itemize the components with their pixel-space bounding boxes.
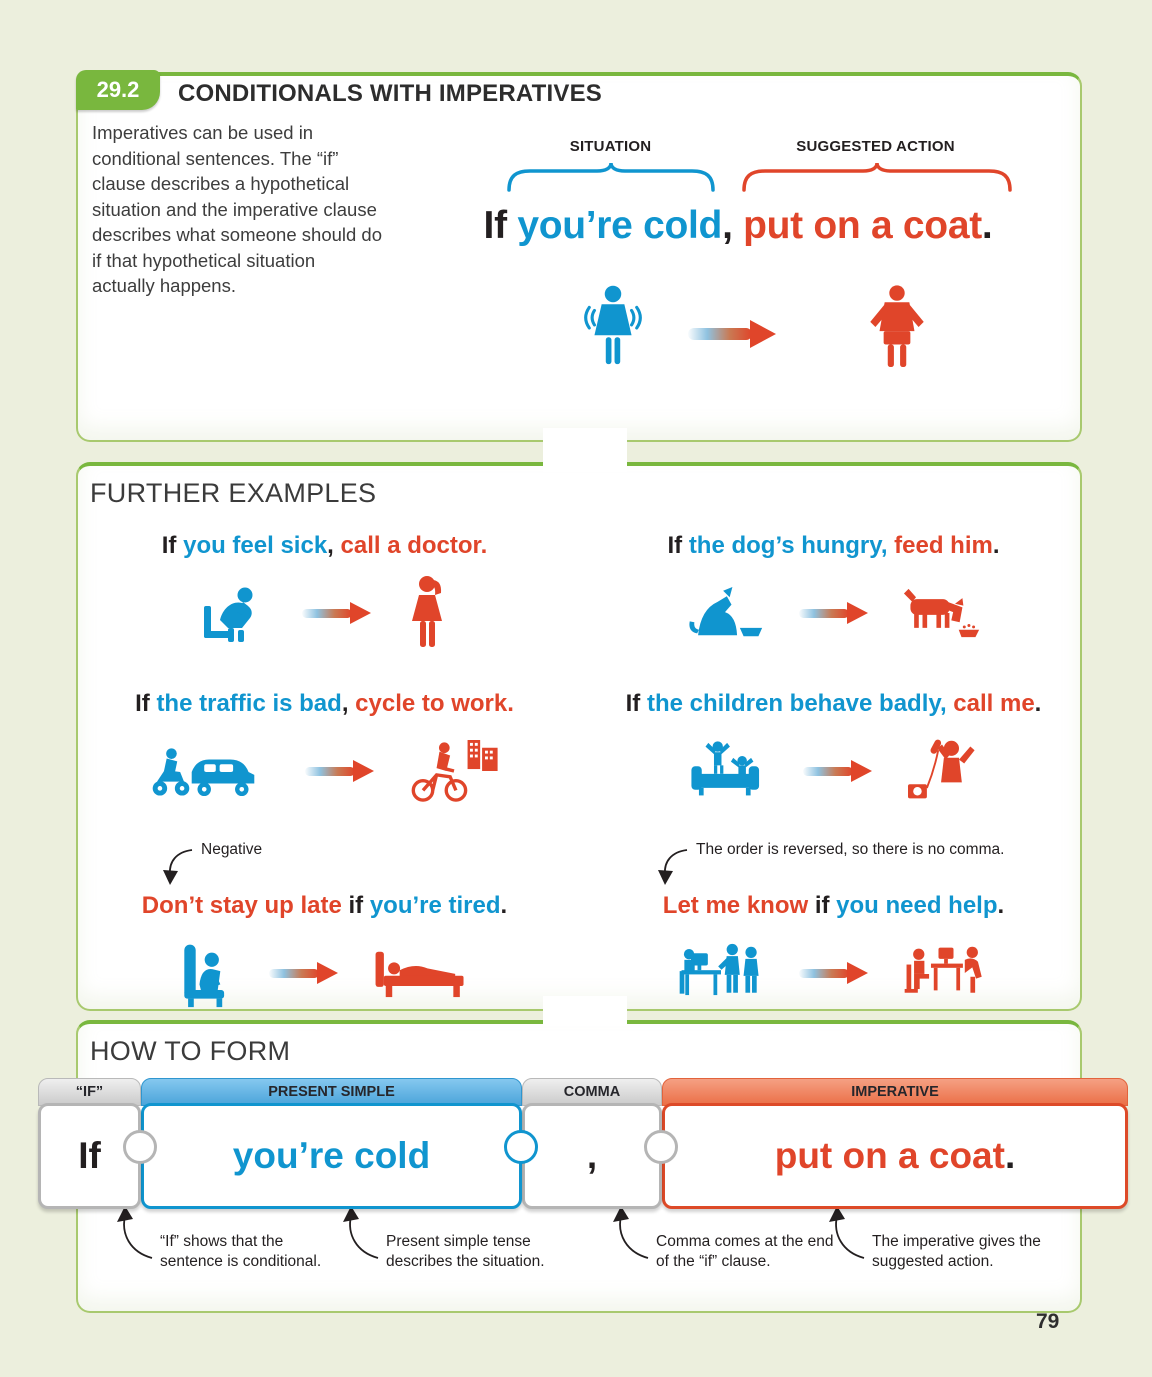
further-examples-heading: FURTHER EXAMPLES	[90, 478, 377, 508]
gradient-arrow-icon	[305, 760, 374, 782]
lesson-intro-text: Imperatives can be used in conditional sentences. The “if” clause describes a hypothetical situation and the imperative clause describes what someone should do if that hypothetical situation actually happens.	[92, 122, 383, 297]
example-item	[88, 524, 561, 662]
example-item	[88, 682, 561, 820]
piece-text: ,	[522, 1103, 662, 1209]
cold-person-icon	[580, 276, 646, 380]
example-sentence: Don’t stay up late if you’re tired.	[141, 892, 508, 919]
piece-label: “IF”	[38, 1078, 141, 1106]
curved-arrow-up-icon	[340, 1206, 380, 1262]
office-help-icon	[675, 942, 767, 1004]
office-working-icon	[900, 942, 992, 1004]
example-item	[597, 524, 1070, 662]
example-item	[597, 682, 1070, 820]
reversed-order-annotation: The order is reversed, so there is no comma.	[655, 840, 1004, 886]
action-brace-icon	[741, 162, 1013, 192]
gradient-arrow-icon	[803, 760, 872, 782]
dog-eating-icon	[900, 587, 984, 639]
gradient-arrow-icon	[799, 962, 868, 984]
piece-label: COMMA	[522, 1078, 662, 1106]
tired-person-icon	[179, 937, 237, 1009]
situation-brace-icon	[506, 162, 716, 192]
curved-arrow-up-icon	[114, 1206, 154, 1262]
situation-label: SITUATION	[569, 138, 652, 155]
puzzle-piece-comma	[522, 1078, 662, 1209]
coat-person-icon	[860, 274, 934, 382]
puzzle-piece-if	[38, 1078, 141, 1209]
example-sentence: Let me know if you need help.	[662, 892, 1005, 919]
cyclist-icon	[406, 740, 502, 802]
example-sentence: If you feel sick, call a doctor.	[161, 532, 488, 559]
lesson-number-badge: 29.2	[76, 70, 160, 110]
piece-text: If	[38, 1103, 141, 1209]
main-example	[408, 138, 1068, 438]
note-item: “If” shows that the sentence is conditional.	[114, 1214, 344, 1273]
note-item: The imperative gives the suggested action.	[826, 1214, 1066, 1273]
piece-text: you’re cold	[141, 1103, 522, 1209]
gradient-arrow-icon	[799, 602, 868, 624]
doctor-icon	[403, 574, 451, 652]
puzzle-piece-present-simple	[141, 1078, 522, 1209]
page-number: 79	[1036, 1310, 1060, 1333]
sick-person-icon	[198, 582, 270, 644]
piece-text: put on a coat .	[662, 1103, 1128, 1209]
traffic-icon	[147, 745, 273, 797]
how-to-form-heading: HOW TO FORM	[90, 1036, 291, 1066]
panel-connector	[543, 428, 627, 472]
gradient-arrow-icon	[269, 962, 338, 984]
examples-grid	[88, 524, 1070, 1022]
puzzle-row	[38, 1078, 1128, 1209]
hungry-dog-icon	[683, 587, 767, 639]
example-item	[597, 840, 1070, 1022]
example-sentence: If the children behave badly, call me.	[625, 690, 1042, 717]
gradient-arrow-icon	[302, 602, 371, 624]
note-item: Comma comes at the end of the “if” clause.	[610, 1214, 850, 1273]
person-in-bed-icon	[370, 948, 470, 998]
phone-call-icon	[904, 737, 980, 805]
negative-annotation: Negative	[160, 840, 262, 886]
puzzle-knob	[504, 1130, 538, 1164]
example-item	[88, 840, 561, 1022]
children-sofa-icon	[687, 740, 771, 802]
puzzle-knob	[123, 1130, 157, 1164]
example-sentence: If the dog’s hungry, feed him.	[667, 532, 1000, 559]
gradient-arrow-icon	[688, 320, 776, 348]
puzzle-knob	[644, 1130, 678, 1164]
panel-connector	[543, 996, 627, 1026]
example-sentence: If the traffic is bad, cycle to work.	[135, 690, 514, 717]
main-example-sentence: If you’re cold, put on a coat.	[483, 204, 993, 247]
how-to-form-panel	[76, 1020, 1082, 1313]
curved-arrow-up-icon	[826, 1206, 866, 1262]
note-item: Present simple tense describes the situation.	[340, 1214, 580, 1273]
further-examples-panel	[76, 462, 1082, 1011]
piece-label: PRESENT SIMPLE	[141, 1078, 522, 1106]
suggested-action-label: SUGGESTED ACTION	[796, 138, 955, 155]
lesson-title: CONDITIONALS WITH IMPERATIVES	[178, 80, 603, 107]
piece-label: IMPERATIVE	[662, 1078, 1128, 1106]
puzzle-piece-imperative	[662, 1078, 1128, 1209]
curved-arrow-down-icon	[160, 846, 194, 886]
curved-arrow-down-icon	[655, 846, 689, 886]
curved-arrow-up-icon	[610, 1206, 650, 1262]
lesson-panel	[76, 72, 1082, 442]
